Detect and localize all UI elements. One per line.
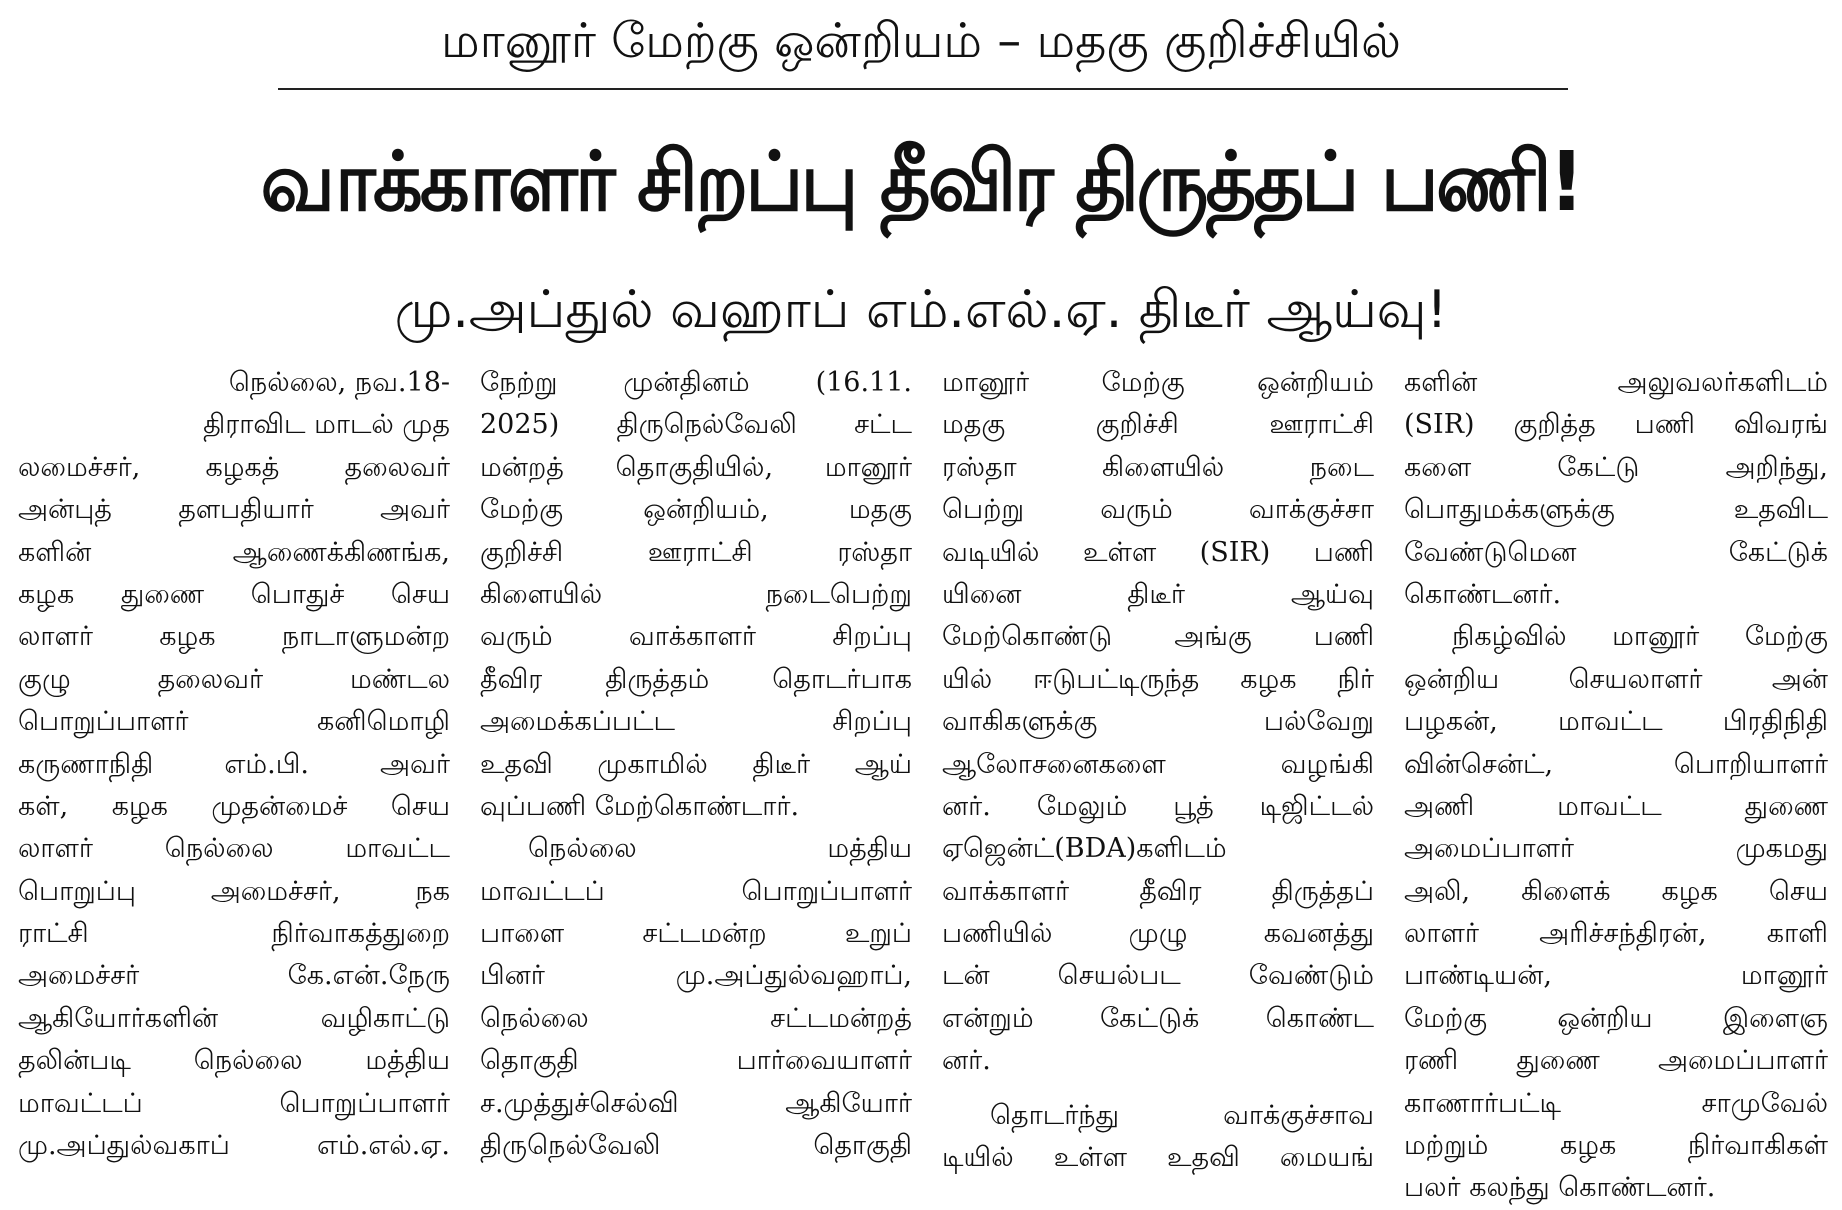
paragraph-line: னர். மேலும் பூத் டிஜிட்டல் bbox=[942, 790, 1374, 822]
kicker-text: மானூர் மேற்கு ஒன்றியம் – மதகு குறிச்சியில் bbox=[440, 13, 1402, 69]
paragraph-line: கிளையில் நடைபெற்று bbox=[480, 578, 912, 610]
paragraph-line: மானூர் மேற்கு ஒன்றியம் bbox=[942, 367, 1374, 398]
headline: வாக்காளர் சிறப்பு தீவிர திருத்தப் பணி! bbox=[260, 135, 1582, 230]
paragraph-line: நெல்லை மத்திய bbox=[528, 833, 912, 865]
paragraph-line: மதகு குறிச்சி ஊராட்சி bbox=[942, 409, 1374, 441]
paragraph-line: வடியில் உள்ள (SIR) பணி bbox=[942, 536, 1374, 568]
paragraph-line: பினர் மு.அப்துல்வஹாப், bbox=[480, 960, 912, 992]
paragraph-line: உதவி முகாமில் திடீர் ஆய் bbox=[480, 748, 912, 780]
paragraph-line: மேற்கு ஒன்றிய இளைஞ bbox=[1404, 1002, 1828, 1034]
paragraph-line: பணியில் முழு கவனத்து bbox=[942, 918, 1374, 950]
paragraph-line: களின் அலுவலர்களிடம் bbox=[1404, 367, 1828, 398]
paragraph-line: மற்றும் கழக நிர்வாகிகள் bbox=[1404, 1130, 1828, 1162]
paragraph-line: அமைக்கப்பட்ட சிறப்பு bbox=[480, 706, 912, 738]
paragraph-line: ச.முத்துச்செல்வி ஆகியோர் bbox=[480, 1087, 912, 1119]
paragraph-line: நிகழ்வில் மானூர் மேற்கு bbox=[1452, 621, 1828, 653]
paragraph-line: தலின்படி நெல்லை மத்திய bbox=[18, 1045, 450, 1077]
paragraph-line: லமைச்சர், கழகத் தலைவர் bbox=[18, 451, 450, 483]
article-body bbox=[18, 362, 1828, 1210]
paragraph-line: மாவட்டப் பொறுப்பாளர் bbox=[18, 1087, 450, 1119]
paragraph-line: யினை திடீர் ஆய்வு bbox=[942, 578, 1374, 610]
paragraph-line: னர். bbox=[942, 1045, 991, 1077]
paragraph-line: பாண்டியன், மானூர் bbox=[1404, 960, 1828, 992]
paragraph-line: மேற்கு ஒன்றியம், மதகு bbox=[480, 494, 912, 526]
paragraph-line: திருநெல்வேலி தொகுதி bbox=[480, 1130, 912, 1162]
paragraph-line: என்றும் கேட்டுக் கொண்ட bbox=[942, 1002, 1374, 1034]
paragraph-line: ஆலோசனைகளை வழங்கி bbox=[942, 748, 1374, 780]
paragraph-line: வின்சென்ட், பொறியாளர் bbox=[1404, 748, 1828, 780]
paragraph-line: களின் ஆணைக்கிணங்க, bbox=[18, 536, 450, 568]
paragraph-line: பொறுப்பு அமைச்சர், நக bbox=[18, 875, 450, 907]
paragraph-line: அமைப்பாளர் முகமது bbox=[1404, 833, 1828, 865]
article-column-1 bbox=[18, 362, 450, 1210]
paragraph-line: மு.அப்துல்வகாப் எம்.எல்.ஏ. bbox=[18, 1130, 450, 1162]
article-column-3 bbox=[942, 362, 1374, 1210]
paragraph-line: டன் செயல்பட வேண்டும் bbox=[942, 960, 1374, 992]
paragraph-line: ராட்சி நிர்வாகத்துறை bbox=[18, 918, 450, 950]
article-column-4 bbox=[1404, 362, 1828, 1210]
paragraph-line: ஒன்றிய செயலாளர் அன் bbox=[1404, 663, 1828, 695]
paragraph-line: வேண்டுமென கேட்டுக் bbox=[1404, 536, 1828, 568]
paragraph-line: களை கேட்டு அறிந்து, bbox=[1404, 451, 1828, 483]
paragraph-line: அமைச்சர் கே.என்.நேரு bbox=[18, 960, 450, 992]
paragraph-line: ரணி துணை அமைப்பாளர் bbox=[1404, 1045, 1828, 1077]
paragraph-line: தீவிர திருத்தம் தொடர்பாக bbox=[480, 663, 912, 695]
paragraph-line: மேற்கொண்டு அங்கு பணி bbox=[942, 621, 1374, 653]
paragraph-line: கழக துணை பொதுச் செய bbox=[18, 578, 450, 610]
kicker-underline bbox=[278, 88, 1568, 90]
paragraph-line: பெற்று வரும் வாக்குச்சா bbox=[942, 494, 1374, 526]
paragraph-line: ரஸ்தா கிளையில் நடை bbox=[942, 451, 1374, 483]
paragraph-line: ஏஜென்ட்(BDA)களிடம் bbox=[942, 833, 1227, 865]
article-column-2 bbox=[480, 362, 912, 1210]
paragraph-line: யில் ஈடுபட்டிருந்த கழக நிர் bbox=[942, 663, 1374, 695]
paragraph-line: குறிச்சி ஊராட்சி ரஸ்தா bbox=[480, 536, 912, 568]
paragraph-line: லாளர் நெல்லை மாவட்ட bbox=[18, 833, 450, 865]
paragraph-line: நேற்று முன்தினம் (16.11. bbox=[480, 367, 912, 398]
paragraph-line: மாவட்டப் பொறுப்பாளர் bbox=[480, 875, 912, 907]
paragraph-line: பொறுப்பாளர் கனிமொழி bbox=[18, 706, 450, 738]
paragraph-line: வுப்பணி மேற்கொண்டார். bbox=[480, 790, 800, 822]
paragraph-line: (SIR) குறித்த பணி விவரங் bbox=[1404, 409, 1828, 441]
paragraph-line: பழகன், மாவட்ட பிரதிநிதி bbox=[1404, 706, 1828, 738]
paragraph-line: மன்றத் தொகுதியில், மானூர் bbox=[480, 451, 912, 483]
paragraph-line: கள், கழக முதன்மைச் செய bbox=[18, 790, 450, 822]
paragraph-line: திராவிட மாடல் முத bbox=[203, 409, 450, 441]
paragraph-line: வரும் வாக்காளர் சிறப்பு bbox=[480, 621, 912, 653]
paragraph-line: அணி மாவட்ட துணை bbox=[1404, 790, 1828, 822]
paragraph-line: பாளை சட்டமன்ற உறுப் bbox=[480, 918, 912, 950]
paragraph-line: கருணாநிதி எம்.பி. அவர் bbox=[18, 748, 450, 780]
paragraph-line: பொதுமக்களுக்கு உதவிட bbox=[1404, 494, 1828, 526]
subheadline: மு.அப்துல் வஹாப் எம்.எல்.ஏ. திடீர் ஆய்வு! bbox=[394, 280, 1448, 340]
paragraph-line: வாகிகளுக்கு பல்வேறு bbox=[942, 706, 1374, 738]
paragraph-line: காணார்பட்டி சாமுவேல் bbox=[1404, 1087, 1828, 1119]
paragraph-line: தொகுதி பார்வையாளர் bbox=[480, 1045, 912, 1077]
dateline: நெல்லை, நவ.18- bbox=[228, 367, 450, 398]
paragraph-line: நெல்லை சட்டமன்றத் bbox=[480, 1002, 912, 1034]
paragraph-line: குழு தலைவர் மண்டல bbox=[18, 663, 450, 695]
paragraph-line: அலி, கிளைக் கழக செய bbox=[1404, 875, 1828, 907]
paragraph-line: 2025) திருநெல்வேலி சட்ட bbox=[480, 409, 912, 441]
paragraph-line: லாளர் கழக நாடாளுமன்ற bbox=[18, 621, 450, 653]
paragraph-line: அன்புத் தளபதியார் அவர் bbox=[18, 494, 450, 526]
paragraph-line: தொடர்ந்து வாக்குச்சாவ bbox=[990, 1099, 1374, 1131]
paragraph-line: வாக்காளர் தீவிர திருத்தப் bbox=[942, 875, 1374, 907]
paragraph-line: பலர் கலந்து கொண்டனர். bbox=[1404, 1172, 1716, 1204]
paragraph-line: கொண்டனர். bbox=[1404, 578, 1562, 610]
paragraph-line: டியில் உள்ள உதவி மையங் bbox=[942, 1142, 1374, 1174]
paragraph-line: லாளர் அரிச்சந்திரன், காளி bbox=[1404, 918, 1828, 950]
paragraph-line: ஆகியோர்களின் வழிகாட்டு bbox=[18, 1002, 450, 1034]
